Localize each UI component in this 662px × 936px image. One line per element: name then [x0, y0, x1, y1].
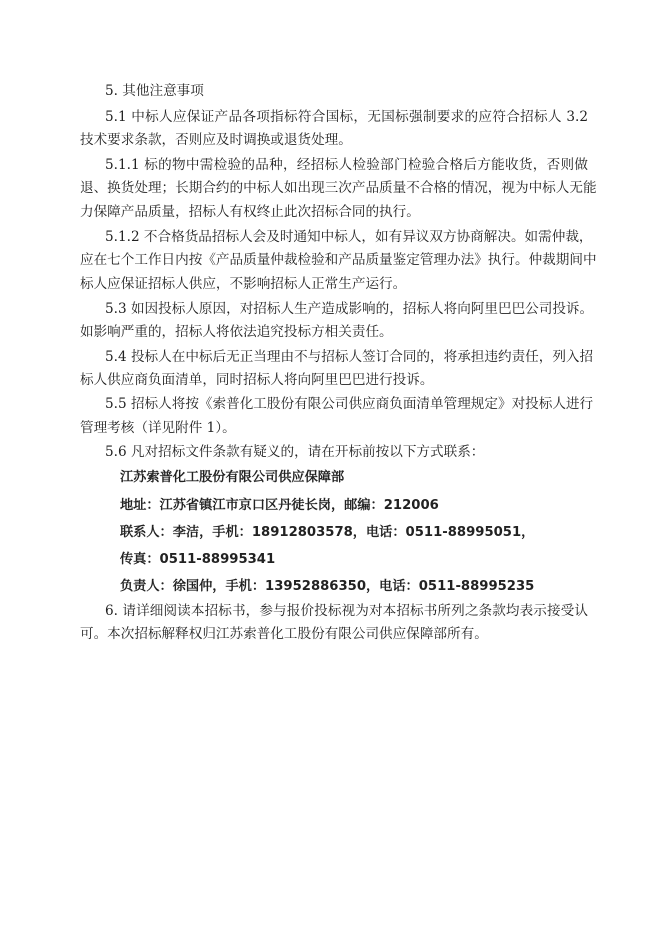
clause-5-1-1-line: 力保障产品质量，招标人有权终止此次招标合同的执行。	[80, 204, 420, 220]
clause-5-3-line: 5.3 如因投标人原因，对招标人生产造成影响的，招标人将向阿里巴巴公司投诉。	[105, 301, 594, 317]
contact-manager: 负责人：徐国仲，手机：13952886350，电话：0511-88995235	[120, 579, 535, 594]
clause-5-5-line: 管理考核（详见附件 1）。	[80, 420, 236, 436]
clause-5-4-line: 5.4 投标人在中标后无正当理由不与招标人签订合同的，将承担违约责任，列入招	[105, 349, 594, 365]
clause-5-5-line: 5.5 招标人将按《索普化工股份有限公司供应商负面清单管理规定》对投标人进行	[105, 396, 594, 412]
clause-6-line: 可。本次招标解释权归江苏索普化工股份有限公司供应保障部所有。	[80, 626, 488, 642]
clause-5-1-2-line: 5.1.2 不合格货品招标人会及时通知中标人，如有异议双方协商解决。如需仲裁，	[105, 229, 593, 245]
clause-5-1-line: 5.1 中标人应保证产品各项指标符合国标，无国标强制要求的应符合招标人 3.2	[105, 109, 588, 125]
clause-5-1-2-line: 标人应保证招标人供应，不影响招标人正常生产运行。	[80, 276, 407, 292]
contact-org: 江苏索普化工股份有限公司供应保障部	[120, 470, 345, 485]
clause-5-1-line: 技术要求条款，否则应及时调换或退货处理。	[80, 132, 352, 148]
contact-person: 联系人：李洁，手机：18912803578，电话：0511-88995051，	[120, 525, 535, 540]
clause-5-4-line: 标人供应商负面清单，同时招标人将向阿里巴巴进行投诉。	[80, 372, 434, 388]
contact-fax: 传真：0511-88995341	[120, 552, 276, 567]
clause-5-1-1-line: 退、换货处理；长期合约的中标人如出现三次产品质量不合格的情况，视为中标人无能	[80, 180, 597, 196]
clause-5-3-line: 如影响严重的，招标人将依法追究投标方相关责任。	[80, 324, 393, 340]
section-heading: 5. 其他注意事项	[105, 83, 204, 99]
contact-address: 地址：江苏省镇江市京口区丹徒长岗，邮编：212006	[120, 498, 439, 513]
clause-5-1-2-line: 应在七个工作日内按《产品质量仲裁检验和产品质量鉴定管理办法》执行。仲裁期间中	[80, 252, 597, 268]
clause-6-line: 6. 请详细阅读本招标书，参与报价投标视为对本招标书所列之条款均表示接受认	[105, 603, 588, 619]
clause-5-1-1-line: 5.1.1 标的物中需检验的品种，经招标人检验部门检验合格后方能收货，否则做	[105, 157, 588, 173]
clause-5-6: 5.6 凡对招标文件条款有疑义的，请在开标前按以下方式联系：	[105, 444, 485, 460]
